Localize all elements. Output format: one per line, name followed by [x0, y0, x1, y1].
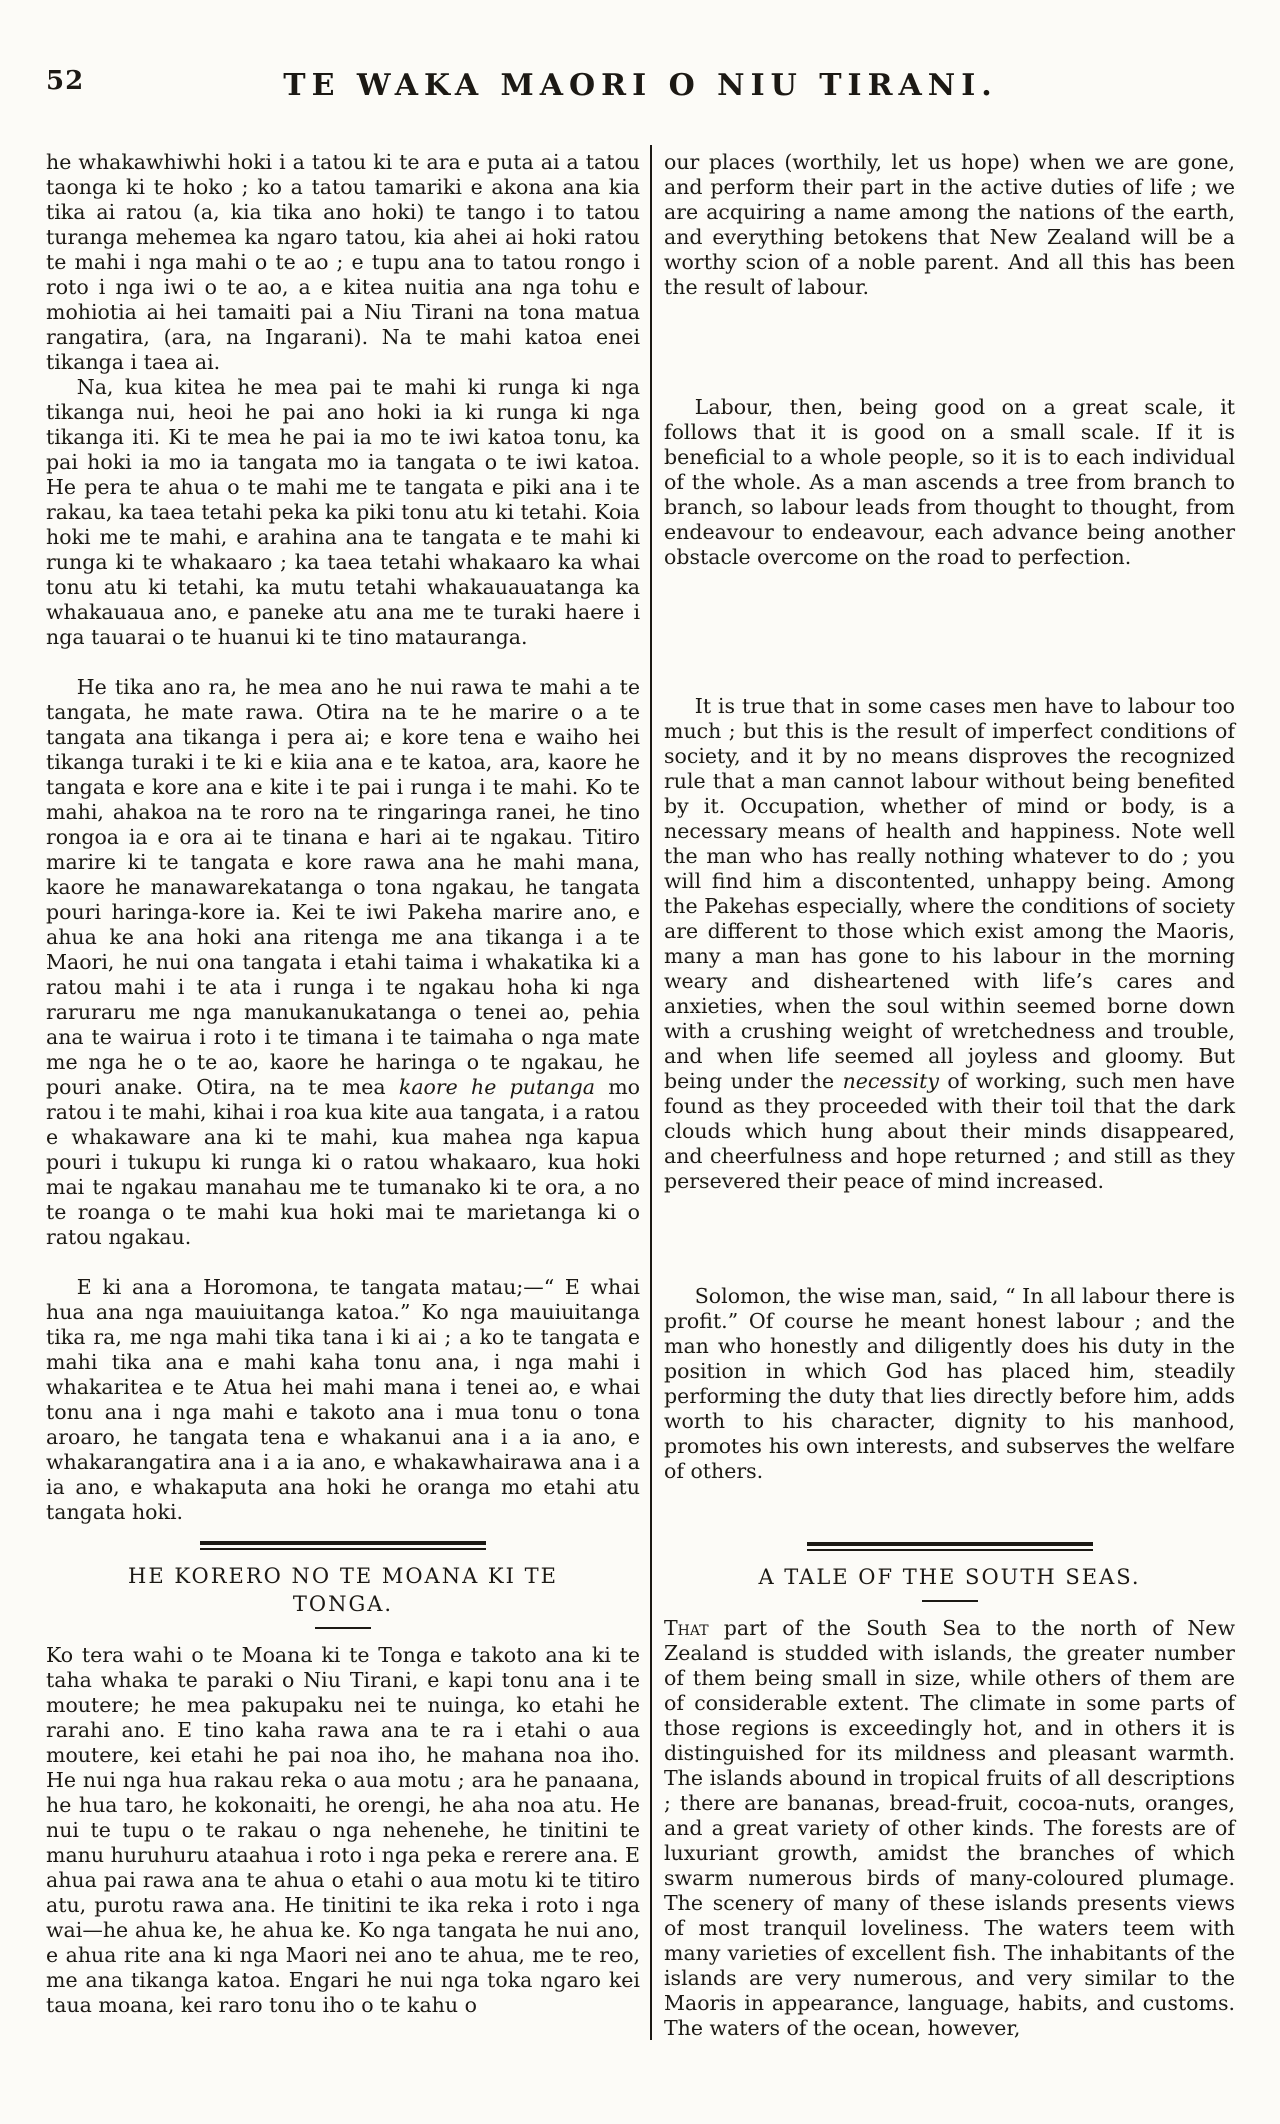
- maori-paragraph-3-italic-phrase: kaore he putanga: [398, 1075, 595, 1099]
- column-divider-rule: [650, 145, 652, 2040]
- english-paragraph-5: [664, 1616, 1235, 2041]
- english-article-heading: A TALE OF THE SOUTH SEAS.: [758, 1565, 1141, 1589]
- maori-paragraph-2: Na, kua kitea he mea pai te mahi ki runga ki nga tikanga nui, heoi he pai ano hoki ia ki runga ki nga tikanga iti. Ki te mea he pai ia mo te iwi katoa tonu, ka pai hoki ia mo ia tangata mo ia tangata o te iwi katoa. He pera te ahua o te mahi me te tangata e piki ana i te rakau, ka taea tetahi peka ka piki tonu atu ki tetahi. Koia hoki me te mahi, e arahina ana te tangata e te mahi ki runga ki te whakaaro ; ka taea tetahi whakaaro ka whai tonu atu ki tetahi, ka mutu tetahi whakauauatanga ka whakauaua ano, e paneke atu ana me te turaki haere i nga tauarai o te huanui ki te tino matauranga.: [46, 375, 640, 649]
- masthead-title: TE WAKA MAORI O NIU TIRANI.: [283, 68, 998, 103]
- english-paragraph-5-text: part of the South Sea to the north of New Zealand is studded with islands, the greater number of them being small in size, while others of them are of considerable extent. The climate in some parts of those regions is exceedingly hot, and in others it is distinguished for its mildness and pleasant warmth. The islands abound in tropical fruits of all descriptions ; there are bananas, bread-fruit, cocoa-nuts, oranges, and a great variety of other kinds. The forests are of luxuriant growth, amidst the branches of which swarm numerous birds of many-coloured plumage. The scenery of many of these islands presents views of most tranquil loveliness. The waters teem with many varieties of excellent fish. The inhabitants of the islands are very numerous, and very similar to the Maoris in appearance, language, habits, and customs. The waters of the ocean, however,: [664, 1616, 1235, 2040]
- english-paragraph-3: [664, 694, 1235, 1219]
- maori-article-heading: [46, 1562, 640, 1618]
- english-paragraph-3-text-b: of working, such men have found as they proceeded with their toil that the dark clouds which hung about their minds disappeared, and cheerfulness and hope returned ; and still as they persevered their peace of mind increased.: [664, 1069, 1236, 1193]
- maori-paragraph-3: [46, 675, 640, 1275]
- english-paragraph-4: Solomon, the wise man, said, “ In all labour there is profit.” Of course he meant honest labour ; and the man who honestly and diligently does his duty in the position in which God has placed him, steadily performing the duty that lies directly before him, adds worth to his character, dignity to his manhood, promotes his own interests, and subserves the welfare of others.: [664, 1284, 1235, 1483]
- left-column: [46, 150, 640, 2018]
- english-paragraph-5-smallcaps-word: That: [664, 1616, 709, 1640]
- maori-article-heading-line2: TONGA.: [292, 1592, 394, 1616]
- english-paragraph-2: Labour, then, being good on a great scale, it follows that it is good on a small scale. If it is beneficial to a whole people, so it is to each individual of the whole. As a man ascends a tree from branch to branch, so labour leads from thought to thought, from endeavour to endeavour, each advance being another obstacle overcome on the road to perfection.: [664, 395, 1235, 569]
- maori-paragraph-3-text-b: mo ratou i te mahi, kihai i roa kua kite aua tangata, i a ratou e whakaware ana ki te mahi, kua mahea nga kapua pouri i tukupu ki runga ki o ratou whakaaro, kua hoki mai te ngakau manahau me te tumanako ki te ora, a no te roanga o te mahi kua hoki mai te marietanga ki o ratou ngakau.: [46, 1075, 640, 1249]
- article-divider-double-rule-left: [200, 1541, 486, 1550]
- maori-article-heading-line1: HE KORERO NO TE MOANA KI TE: [128, 1564, 558, 1588]
- english-paragraph-1: our places (worthily, let us hope) when we are gone, and perform their part in the active duties of life ; we are acquiring a name among the nations of the earth, and everything betokens that New Zealand will be a worthy scion of a noble parent. And all this has been the result of labour.: [664, 150, 1235, 299]
- english-paragraph-3-italic-word: necessity: [842, 1069, 939, 1093]
- heading-underline-rule-right: [922, 1600, 978, 1602]
- english-paragraph-3-text-a: It is true that in some cases men have to labour too much ; but this is the result of imperfect conditions of society, and it by no means disproves the recognized rule that a man cannot labour without being benefited by it. Occupation, whether of mind or body, is a necessary means of health and happiness. Note well the man who has really nothing whatever to do ; you will find him a discontented, unhappy being. Among the Pakehas especially, where the conditions of society are different to those which exist among the Maoris, many a man has gone to his labour in the morning weary and disheartened with life’s cares and anxieties, when the soul within seemed borne down with a crushing weight of wretchedness and trouble, and when life seemed all joyless and gloomy. But being under the: [664, 694, 1235, 1093]
- page-number: 52: [46, 66, 85, 96]
- maori-paragraph-3-text-a: He tika ano ra, he mea ano he nui rawa te mahi a te tangata, he mate rawa. Otira na te he marire o a te tangata ana tikanga i pera ai; e kore tena e waiho hei tikanga turaki i te ki e kiia ana e te katoa, ara, kaore he tangata e kore ana e kite i te pai i runga i te mahi. Ko te mahi, ahakoa na te roro na te ringaringa ranei, he tino rongoa ia e ora ai te tinana e hari ai te ngakau. Titiro marire ki te tangata e kore rawa ana he mahi mana, kaore he manawarekatanga o tona ngakau, he tangata pouri haringa-kore ia. Kei te iwi Pakeha marire ano, e ahua ke ana hoki ana ritenga me ana tikanga i a te Maori, he nui ona tangata i etahi taima i whakatika ki a ratou mahi i te ata i runga i te ngakau hoha ki nga raruraru me nga manukanukatanga o tenei ao, pehia ana te wairua i roto i te timana i te taimaha o nga mate me nga he o te ao, kaore he haringa o te ngakau, he pouri anake. Otira, na te mea: [46, 675, 640, 1099]
- maori-paragraph-5: Ko tera wahi o te Moana ki te Tonga e takoto ana ki te taha whaka te paraki o Niu Tirani, e kapi tonu ana i te moutere; he mea pakupaku nei te nuinga, ko etahi he rarahi ano. E tino kaha rawa ana te ra i etahi o aua moutere, kei etahi he pai noa iho, he mahana noa iho. He nui nga hua rakau reka o aua motu ; ara he panaana, he hua taro, he kokonaiti, he orengi, he aha noa atu. He nui te tupu o te rakau o nga nehenehe, he tinitini te manu huruhuru ataahua i roto i nga peka e rerere ana. E ahua pai rawa ana te ahua o etahi o aua motu ki te titiro atu, purotu rawa ana. He tinitini te ika reka i roto i nga wai—he ahua ke, he ahua ke. Ko nga tangata he nui ano, e ahua rite ana ki nga Maori nei ano te ahua, me te reo, me ana tikanga katoa. Engari he nui nga toka ngaro kei taua moana, kei raro tonu iho o te kahu o: [46, 1643, 640, 2017]
- maori-paragraph-4: E ki ana a Horomona, te tangata matau;—“ E whai hua ana nga mauiuitanga katoa.” Ko nga mauiuitanga tika ra, me nga mahi tika tana i ki ai ; a ko te tangata e mahi tika ana e mahi kaha tonu ana, i nga mahi i whakaritea e te Atua hei mahi mana i tenei ao, e whai tonu ana i nga mahi e takoto ana i mua tonu o tona aroaro, he tangata tena e whakanui ana i a ia ano, e whakarangatira ana i a ia ano, e whakawhairawa ana i a ia ano, e whakaputa ana hoki he oranga mo etahi atu tangata hoki.: [46, 1275, 640, 1524]
- right-column: [664, 150, 1235, 2041]
- heading-underline-rule-left: [315, 1627, 371, 1629]
- maori-paragraph-1: he whakawhiwhi hoki i a tatou ki te ara e puta ai a tatou taonga ki te hoko ; ko a tatou tamariki e akona ana kia tika ai ratou (a, kia tika ano hoki) te tango i to tatou turanga mehemea ka ngaro tatou, kia ahei ai hoki ratou te mahi i nga mahi o te ao ; e tupu ana to tatou rongo i roto i nga iwi o te ao, a e kitea nuitia ana nga tohu e mohiotia ai hei tamaiti pai a Niu Tirani na tona matua rangatira, (ara, na Ingarani). Na te mahi katoa enei tikanga i taea ai.: [46, 150, 640, 374]
- article-divider-double-rule-right: [807, 1542, 1093, 1551]
